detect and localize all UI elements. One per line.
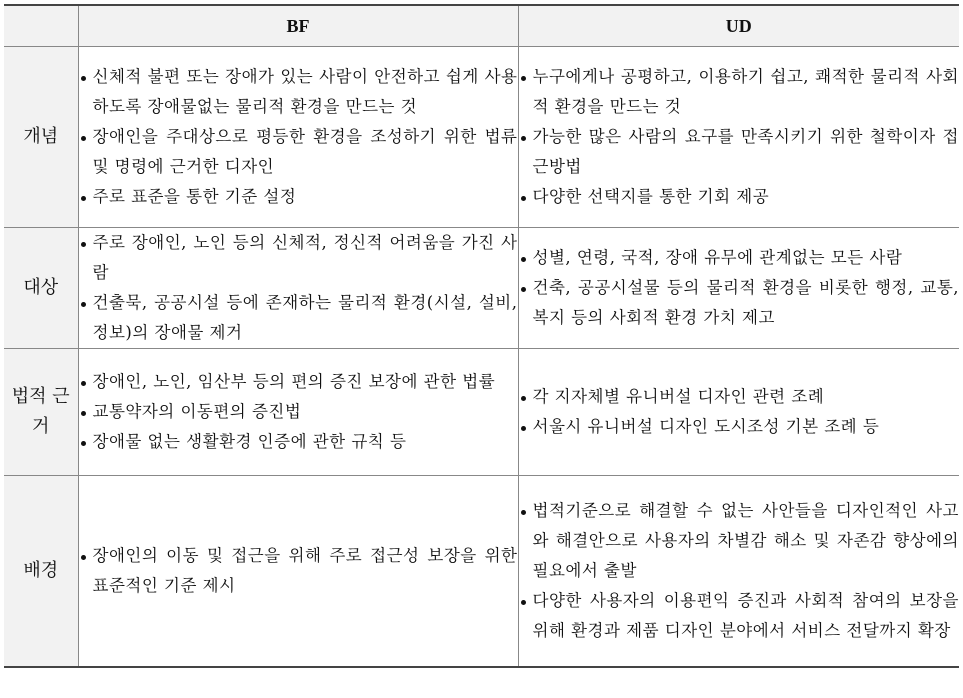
list-item: 건출묵, 공공시설 등에 존재하는 물리적 환경(시설, 설비, 정보)의 장애물 제거	[79, 288, 518, 348]
table-row-legal-basis	[4, 349, 959, 476]
header-ud: UD	[518, 5, 959, 47]
list-item: 가능한 많은 사람의 요구를 만족시키기 위한 철학이자 접근방법	[519, 122, 960, 182]
ud-cell	[518, 47, 959, 228]
list-item: 법적기준으로 해결할 수 없는 사안들을 디자인적인 사고와 해결안으로 사용자의 차별감 해소 및 자존감 향상에의 필요에서 출발	[519, 496, 960, 586]
list-item: 장애인, 노인, 임산부 등의 편의 증진 보장에 관한 법률	[79, 367, 518, 397]
list-item: 장애인의 이동 및 접근을 위해 주로 접근성 보장을 위한 표준적인 기준 제시	[79, 541, 518, 601]
list-item: 서울시 유니버설 디자인 도시조성 기본 조례 등	[519, 412, 960, 442]
header-corner	[4, 5, 78, 47]
list-item: 다양한 사용자의 이용편익 증진과 사회적 참여의 보장을 위해 환경과 제품 디자인 분야에서 서비스 전달까지 확장	[519, 586, 960, 646]
bf-cell	[78, 476, 518, 668]
table-row-concept	[4, 47, 959, 228]
list-item: 장애인을 주대상으로 평등한 환경을 조성하기 위한 법류 및 명령에 근거한 디자인	[79, 122, 518, 182]
list-item: 다양한 선택지를 통한 기회 제공	[519, 182, 960, 212]
bf-cell	[78, 349, 518, 476]
list-item: 성별, 연령, 국적, 장애 유무에 관계없는 모든 사람	[519, 243, 960, 273]
list-item: 주로 장애인, 노인 등의 신체적, 정신적 어려움을 가진 사람	[79, 228, 518, 288]
ud-cell	[518, 228, 959, 349]
ud-cell	[518, 349, 959, 476]
list-item: 누구에게나 공평하고, 이용하기 쉽고, 쾌적한 물리적 사회적 환경을 만드는 것	[519, 62, 960, 122]
comparison-table	[4, 4, 959, 668]
list-item: 각 지자체별 유니버설 디자인 관련 조례	[519, 382, 960, 412]
bf-cell	[78, 228, 518, 349]
list-item: 건축, 공공시설물 등의 물리적 환경을 비롯한 행정, 교통, 복지 등의 사회적 환경 가치 제고	[519, 273, 960, 333]
header-row	[4, 5, 959, 47]
row-label: 배경	[4, 476, 78, 668]
ud-cell	[518, 476, 959, 668]
row-label: 개념	[4, 47, 78, 228]
table-row-background	[4, 476, 959, 668]
row-label: 법적 근거	[4, 349, 78, 476]
list-item: 교통약자의 이동편의 증진법	[79, 397, 518, 427]
row-label: 대상	[4, 228, 78, 349]
list-item: 주로 표준을 통한 기준 설정	[79, 182, 518, 212]
table-row-target	[4, 228, 959, 349]
header-bf: BF	[78, 5, 518, 47]
bf-cell	[78, 47, 518, 228]
list-item: 신체적 불편 또는 장애가 있는 사람이 안전하고 쉽게 사용하도록 장애물없는 물리적 환경을 만드는 것	[79, 62, 518, 122]
list-item: 장애물 없는 생활환경 인증에 관한 규칙 등	[79, 427, 518, 457]
